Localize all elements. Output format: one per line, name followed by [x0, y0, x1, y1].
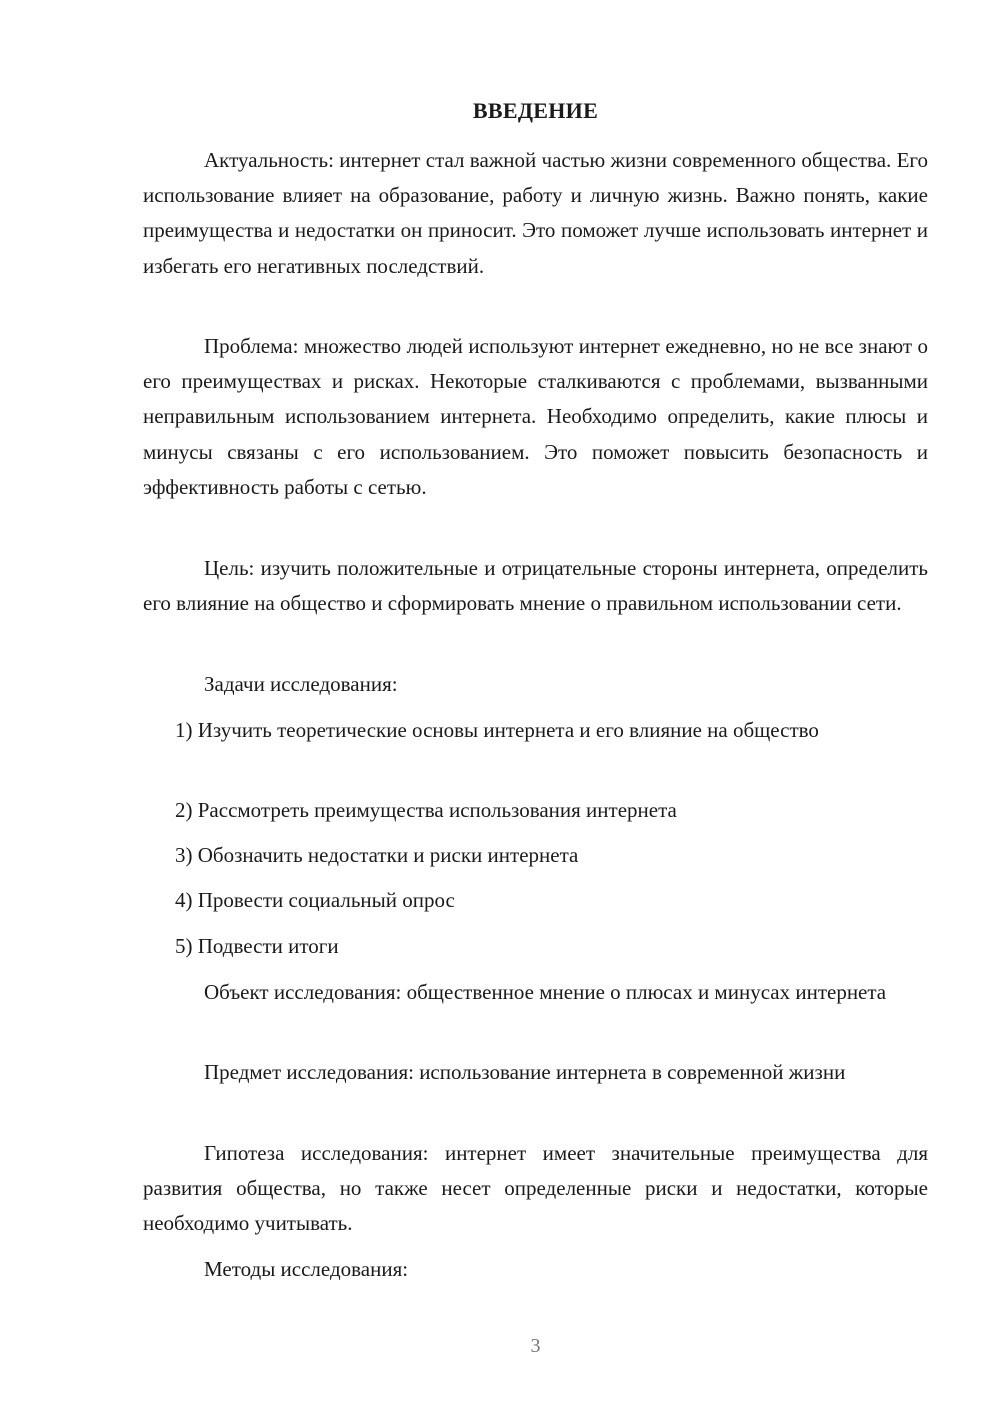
task-item: 3) Обозначить недостатки и риски интернета — [175, 843, 579, 867]
section-heading: ВВЕДЕНИЕ — [472, 98, 599, 123]
methods-title: Методы исследования: — [204, 1257, 409, 1281]
problem-paragraph: Проблема: множество людей используют интернет ежедневно, но не все знают о его преимуществах и рисках. Некоторые сталкиваются с проблемами, вызванными неправильным использованием интернета. Необходимо определить, какие плюсы и минусы связаны с его использованием. Это поможет повысить безопасность и эффективность работы с сетью. — [143, 334, 928, 499]
document-page — [143, 0, 928, 1414]
goal-paragraph: Цель: изучить положительные и отрицательные стороны интернета, определить его влияние на общество и сформировать мнение о правильном использовании сети. — [143, 556, 928, 616]
object-paragraph: Объект исследования: общественное мнение о плюсах и минусах интернета — [204, 980, 887, 1004]
hypothesis-paragraph: Гипотеза исследования: интернет имеет значительные преимущества для развития общества, но также несет определенные риски и недостатки, которые необходимо учитывать. — [143, 1141, 928, 1236]
task-item: 2) Рассмотреть преимущества использования интернета — [175, 798, 677, 822]
relevance-paragraph: Актуальность: интернет стал важной частью жизни современного общества. Его использование влияет на образование, работу и личную жизнь. Важно понять, какие преимущества и недостатки он приносит. Это поможет лучше использовать интернет и избегать его негативных последствий. — [143, 148, 928, 278]
subject-paragraph: Предмет исследования: использование интернета в современной жизни — [204, 1060, 846, 1084]
page-number: 3 — [530, 1335, 541, 1357]
task-item: 5) Подвести итоги — [175, 934, 339, 958]
task-item: 4) Провести социальный опрос — [175, 888, 455, 912]
tasks-title: Задачи исследования: — [204, 672, 398, 696]
task-item: 1) Изучить теоретические основы интернета и его влияние на общество — [175, 718, 819, 742]
